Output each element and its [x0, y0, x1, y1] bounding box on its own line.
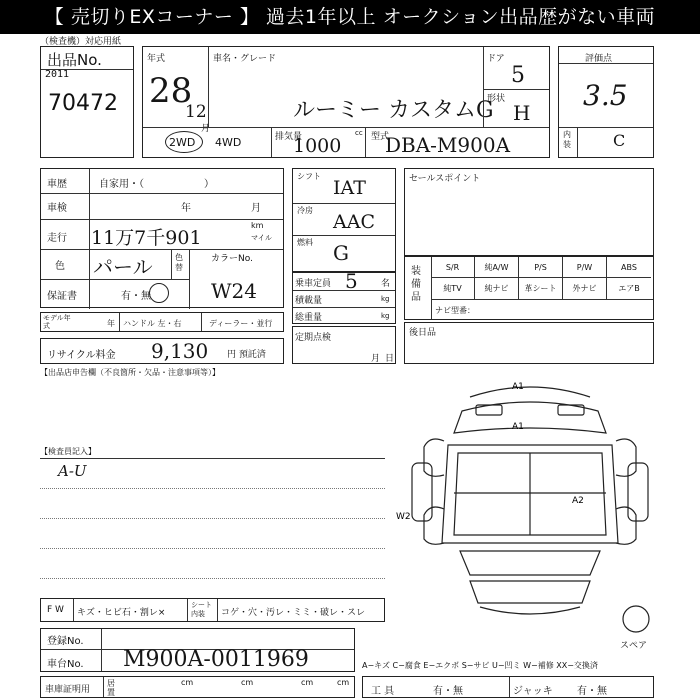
- interior-value: C: [613, 131, 626, 150]
- inspection-label: 車検: [47, 203, 67, 214]
- history-box: [40, 168, 284, 308]
- fuel-label: 燃料: [297, 238, 313, 247]
- capacity-value: 5: [345, 269, 358, 293]
- lot-number: 70472: [48, 91, 118, 116]
- weight-kg: kg: [381, 312, 390, 320]
- mileage-label: 走行: [47, 233, 67, 244]
- cc-unit: cc: [355, 129, 363, 137]
- mark-a2-side: A2: [572, 496, 584, 506]
- dealer-label: ディーラー・並行: [209, 319, 273, 328]
- equip-box: [404, 256, 654, 320]
- warranty-options: 有・無: [121, 291, 151, 302]
- model-strip: [40, 312, 284, 332]
- capacity-unit: 名: [381, 279, 391, 289]
- expiry-month: 月: [371, 354, 381, 364]
- mile-unit: マイル: [251, 234, 272, 242]
- ac-label: 冷房: [297, 206, 313, 215]
- reg-box: [40, 628, 355, 672]
- car-diagram: [396, 375, 660, 635]
- chassis-label: 車台No.: [47, 659, 84, 670]
- shift-label: シフト: [297, 172, 321, 181]
- equip-item: 純A/W: [475, 257, 519, 278]
- name-value: ルーミー カスタムG: [293, 98, 494, 123]
- history-label: 車歴: [47, 179, 67, 190]
- mark-a1-hood: A1: [512, 422, 524, 432]
- shape-value: H: [513, 101, 531, 125]
- history-options: 自家用・（ ）: [99, 179, 214, 190]
- sales-label: セールスポイント: [409, 174, 481, 184]
- handle-label: ハンドル 左・右: [123, 319, 182, 328]
- model-value: DBA-M900A: [385, 133, 511, 157]
- jack-label: ジャッキ: [513, 686, 553, 697]
- capacity-label: 乗車定員: [295, 279, 332, 289]
- color-label: 色: [55, 261, 65, 272]
- mark-a1-top: A1: [512, 382, 524, 392]
- equip-item: P/S: [519, 257, 563, 278]
- load-label: 積載量: [295, 296, 323, 306]
- lot-box: [40, 46, 134, 158]
- warranty-label: 保証書: [47, 291, 77, 302]
- equip-grid: [431, 257, 653, 299]
- equip-item: エアB: [618, 284, 640, 293]
- inspector-label: 【検査員記入】: [40, 447, 96, 456]
- cert-opt-5: cm: [301, 678, 314, 687]
- door-label: ドア: [487, 54, 505, 64]
- model-label: 型式: [371, 132, 390, 142]
- mark-w2-side: W2: [396, 512, 411, 522]
- tools-options: 有・無: [433, 686, 463, 697]
- cert-opt-2: 置: [107, 688, 115, 697]
- lot-label: 出品No.: [47, 51, 102, 69]
- equip-item: 外ナビ: [563, 278, 607, 299]
- equip-item: 革シート: [519, 278, 563, 299]
- month-suffix: 月: [201, 124, 211, 134]
- interior-label: 内装: [563, 130, 571, 149]
- fw-label: F W: [47, 605, 64, 615]
- inspection-month-unit: 月: [251, 203, 261, 214]
- score-box: [558, 46, 654, 158]
- equip-item: P/W: [563, 257, 607, 278]
- seller-label: 【出品店申告欄（不良箇所・欠品・注意事項等）】: [40, 368, 220, 377]
- cert-opt-6: cm: [337, 678, 350, 687]
- model-year-label: モデル年式: [43, 314, 71, 330]
- vehicle-box: [142, 46, 550, 158]
- sheet-banner: 【 売切りEXコーナー 】 過去1年以上 オークション出品歴がない車両: [0, 0, 700, 34]
- sales-box: [404, 168, 654, 256]
- cert-opt-1: 居: [107, 679, 115, 688]
- fuel-value: G: [333, 241, 349, 265]
- inspection-year-unit: 年: [181, 203, 191, 214]
- reg-label: 登録No.: [47, 636, 84, 647]
- expiry-day: 日: [385, 354, 395, 364]
- name-label: 車名・グレード: [213, 54, 277, 64]
- chassis-value: M900A-0011969: [123, 647, 309, 672]
- equip-item: ABS: [607, 257, 651, 278]
- recycle-unit: 円 預託済: [227, 350, 266, 360]
- tools-box: [362, 676, 654, 698]
- top-note: （検査機）対応用紙: [40, 37, 122, 47]
- expiry-label: 定期点検: [295, 333, 332, 343]
- score-label: 評価点: [585, 54, 613, 64]
- seat-label: シート内装: [191, 601, 212, 618]
- km-unit: km: [251, 221, 264, 230]
- color-no-label: カラーNo.: [211, 254, 253, 264]
- shape-label: 形状: [487, 94, 506, 104]
- cert-opt-4: cm: [241, 678, 254, 687]
- tools-label: 工 具: [371, 686, 395, 697]
- cert-label: 車庫証明用: [45, 685, 91, 695]
- spec-box: [292, 168, 396, 272]
- expiry-box: [292, 326, 396, 364]
- after-label: 後日品: [409, 328, 437, 338]
- cert-opt-3: cm: [181, 678, 194, 687]
- fw-strip: [40, 598, 385, 622]
- mileage-value: 11万7千901: [91, 227, 202, 249]
- load-kg: kg: [381, 295, 390, 303]
- shift-value: IAT: [333, 177, 366, 199]
- drive-2wd: 2WD: [169, 136, 196, 149]
- recycle-label: リサイクル料金: [47, 350, 116, 361]
- equip-item: S/R: [431, 257, 475, 278]
- equip-label: 装備品: [411, 266, 421, 303]
- after-box: [404, 322, 654, 364]
- weight-label: 総重量: [295, 313, 323, 323]
- inspector-note: A-U: [58, 462, 87, 480]
- year-value: 28: [149, 71, 193, 111]
- displacement-label: 排気量: [275, 132, 303, 142]
- spare-label: スペア: [620, 641, 648, 651]
- equip-item: 純TV: [431, 278, 475, 299]
- color-value: パール: [93, 255, 153, 279]
- cert-box: [40, 676, 355, 698]
- equip-item: 純ナビ: [475, 278, 519, 299]
- recycle-value: 9,130: [151, 339, 209, 363]
- color-change-label: 色替: [175, 253, 183, 272]
- displacement-value: 1000: [293, 135, 342, 157]
- ac-value: AAC: [333, 211, 375, 233]
- fw-text: キズ・ヒビ石・割レ×: [77, 608, 166, 618]
- month-value: 12: [185, 102, 207, 122]
- seat-text: コゲ・穴・汚レ・ミミ・破レ・スレ: [221, 608, 366, 618]
- score-value: 3.5: [583, 79, 628, 112]
- model-year-unit: 年: [107, 319, 115, 328]
- door-value: 5: [511, 63, 525, 88]
- drive-4wd: 4WD: [215, 136, 242, 149]
- jack-options: 有・無: [577, 686, 607, 697]
- navi-label: ナビ型番：: [435, 306, 475, 315]
- year-tag: 2011: [45, 69, 70, 80]
- damage-legend: A−キズ C−腐食 E−エクボ S−サビ U−凹ミ W−補修 XX−交換済: [362, 661, 598, 670]
- color-no-value: W24: [211, 279, 258, 303]
- capacity-box: [292, 269, 396, 324]
- year-label: 年式: [147, 54, 166, 64]
- recycle-box: [40, 338, 284, 364]
